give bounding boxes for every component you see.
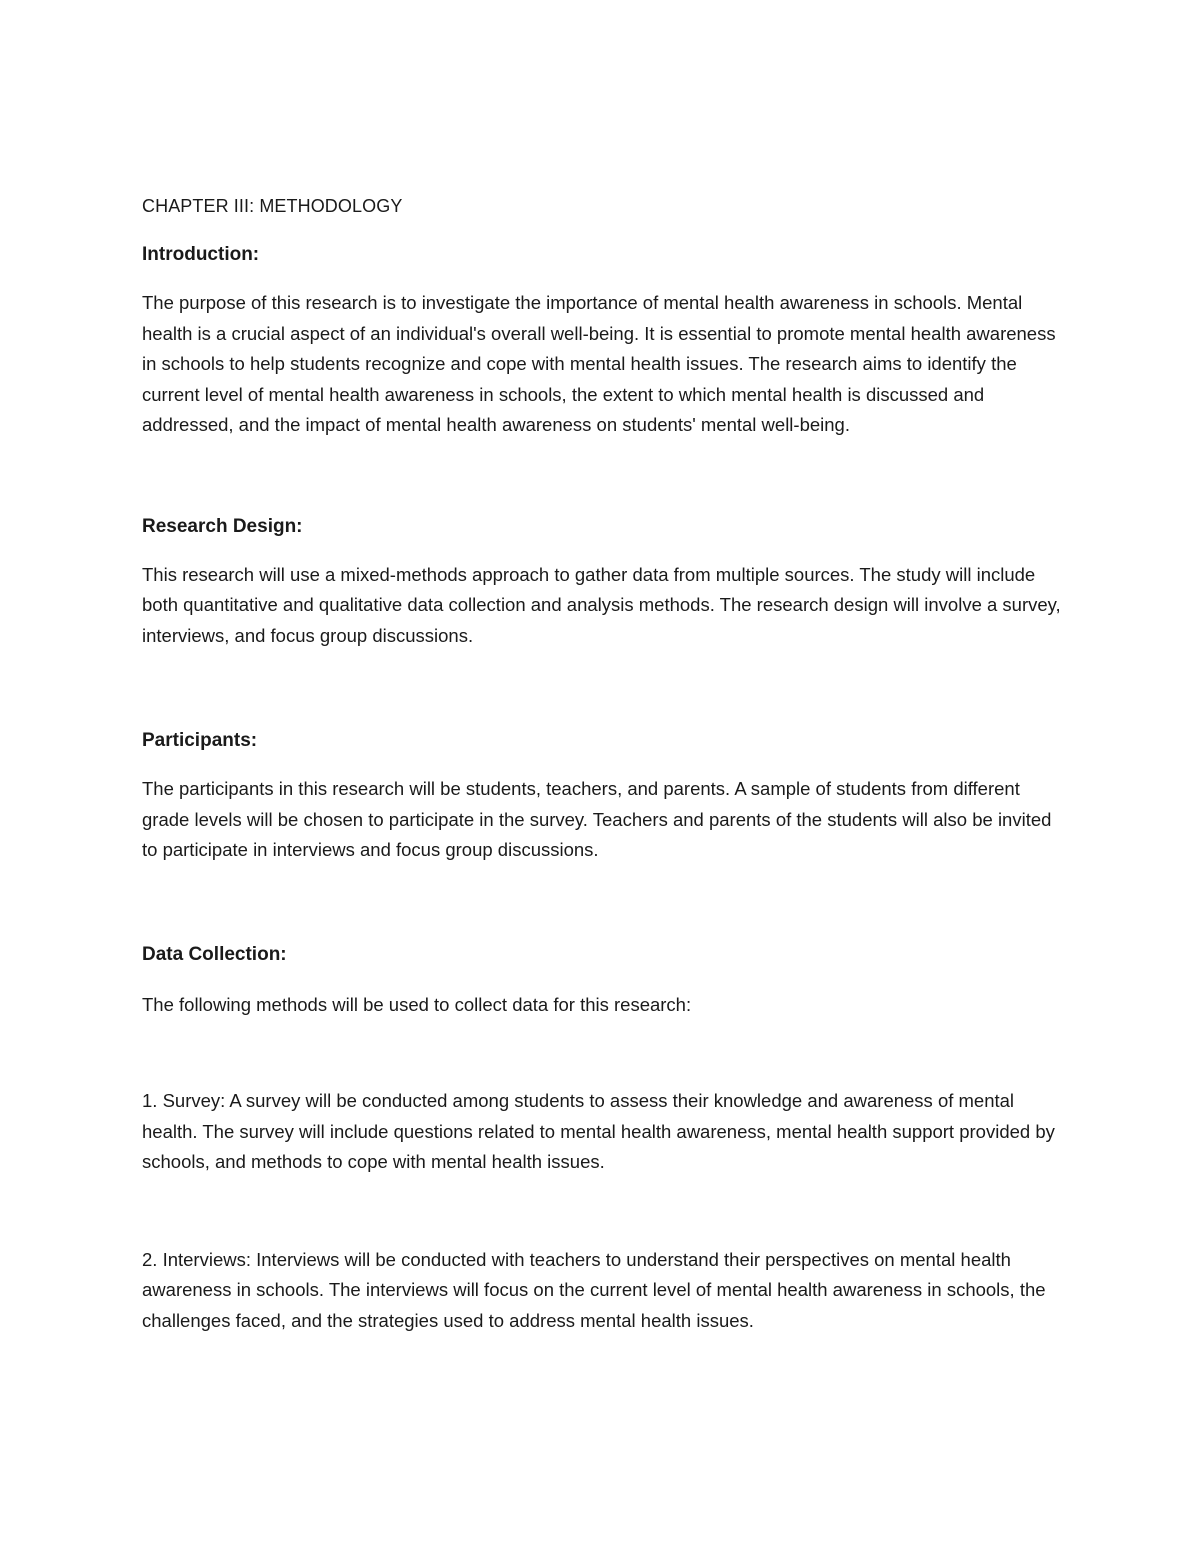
participants-heading: Participants: [142,730,258,751]
introduction-paragraph: The purpose of this research is to investigate the importance of mental health awareness in schools. Mental health is a crucial aspect of an individual's overall well-being. It is essential to promote mental health awareness in schools to help students recognize and cope with mental health issues. The research aims to identify the current level of mental health awareness in schools, the extent to which mental health is discussed and addressed, and the impact of mental health awareness on students' mental well-being. [142,292,1056,435]
research-design-heading: Research Design: [142,515,303,537]
research-design-paragraph: This research will use a mixed-methods approach to gather data from multiple sources. The study will include both quantitative and qualitative data collection and analysis methods. The research design will involve a survey, interviews, and focus group discussions. [142,563,1061,646]
document-content [142,193,1062,1336]
list-item-interviews: 2. Interviews: Interviews will be conducted with teachers to understand their perspectives on mental health awareness in schools. The interviews will focus on the current level of mental health awareness in schools, the challenges faced, and the strategies used to address mental health issues. [142,1248,1046,1331]
data-collection-heading: Data Collection: [142,943,287,965]
chapter-title: CHAPTER III: METHODOLOGY [142,196,403,216]
data-collection-intro: The following methods will be used to collect data for this research: [142,993,692,1015]
list-item-survey: 1. Survey: A survey will be conducted among students to assess their knowledge and awareness of mental health. The survey will include questions related to mental health awareness, mental health support provided by schools, and methods to cope with mental health issues. [142,1090,1055,1172]
participants-paragraph: The participants in this research will be students, teachers, and parents. A sample of students from different grade levels will be chosen to participate in the survey. Teachers and parents of the students will also be invited to participate in interviews and focus group discussions. [142,778,1052,860]
introduction-heading: Introduction: [142,244,260,265]
